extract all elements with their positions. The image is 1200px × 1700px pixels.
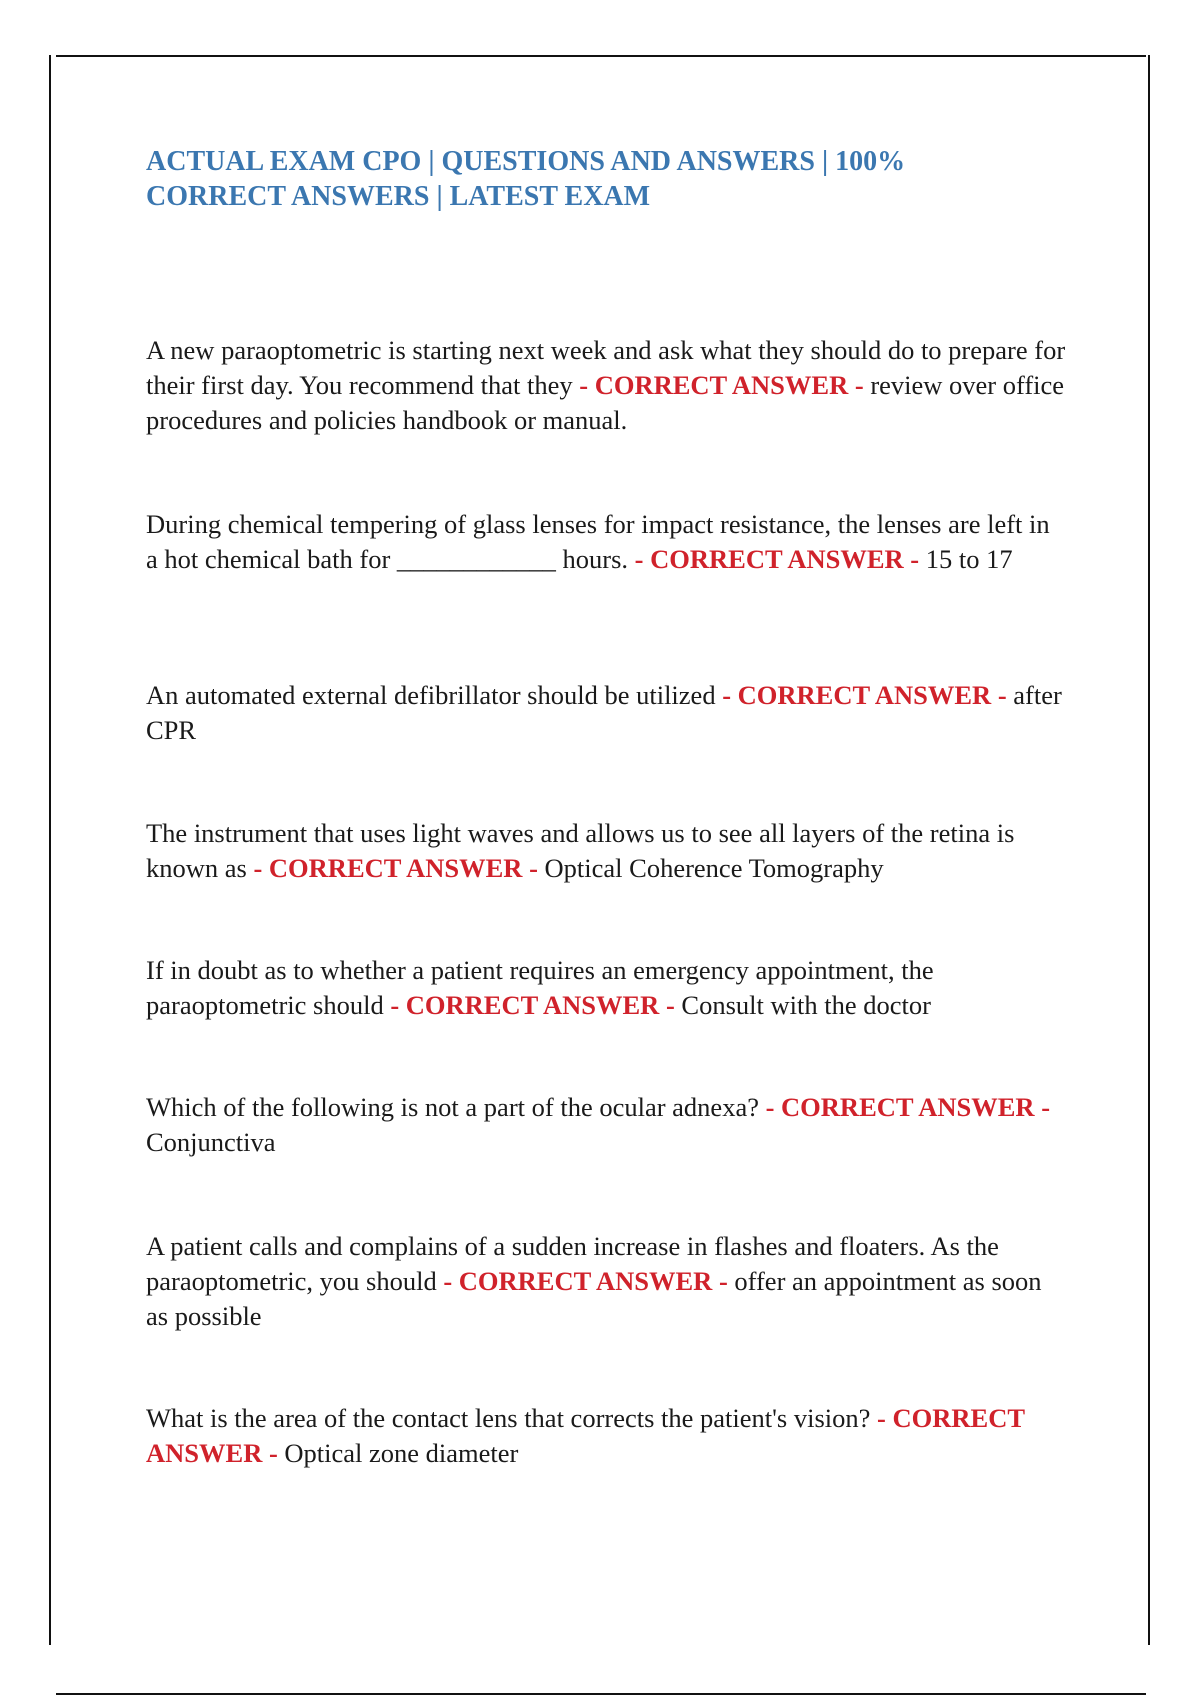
qa-item: [146, 507, 1066, 577]
qa-item: [146, 816, 1066, 886]
separator: -: [390, 990, 400, 1020]
qa-item: [146, 1090, 1066, 1160]
qa-item: [146, 1401, 1066, 1471]
qa-item: [146, 678, 1066, 748]
answer-text: offer an appointment as soon as possible: [146, 1266, 1042, 1331]
qa-item: [146, 1229, 1066, 1334]
question-text: During chemical tempering of glass lenses for impact resistance, the lenses are left in a hot chemical bath for ____________ hours.: [146, 509, 1050, 574]
separator: -: [634, 544, 644, 574]
question-text: If in doubt as to whether a patient requires an emergency appointment, the paraoptometric should: [146, 955, 934, 1020]
page-border-right: [1148, 55, 1150, 1645]
separator: -: [718, 1266, 728, 1296]
correct-answer-label: CORRECT ANSWER: [146, 1403, 1025, 1468]
separator: -: [443, 1266, 453, 1296]
separator: -: [997, 680, 1007, 710]
separator: -: [765, 1092, 775, 1122]
separator: -: [877, 1403, 886, 1433]
answer-text: Consult with the doctor: [681, 990, 931, 1020]
page-border-left: [49, 55, 51, 1645]
separator: -: [529, 853, 538, 883]
correct-answer-label: CORRECT ANSWER: [458, 1266, 713, 1296]
correct-answer-label: CORRECT ANSWER: [405, 990, 660, 1020]
page-border-bottom: [56, 1693, 1146, 1695]
question-text: The instrument that uses light waves and allows us to see all layers of the retina is known as: [146, 818, 1015, 883]
answer-text: after CPR: [146, 680, 1062, 745]
correct-answer-label: CORRECT ANSWER: [737, 680, 992, 710]
correct-answer-label: CORRECT ANSWER: [781, 1092, 1035, 1122]
page-border-top: [56, 55, 1146, 57]
correct-answer-label: CORRECT ANSWER: [268, 853, 523, 883]
question-text: A new paraoptometric is starting next week and ask what they should do to prepare for their first day. You recommend that they: [146, 335, 1066, 400]
answer-text: Optical zone diameter: [284, 1438, 519, 1468]
qa-item: [146, 333, 1066, 438]
separator: -: [665, 990, 675, 1020]
separator: -: [722, 680, 732, 710]
separator: -: [268, 1438, 278, 1468]
question-text: A patient calls and complains of a sudden increase in flashes and floaters. As the paraoptometric, you should: [146, 1231, 999, 1296]
question-text: What is the area of the contact lens that corrects the patient's vision?: [146, 1403, 871, 1433]
answer-text: 15 to 17: [925, 544, 1013, 574]
correct-answer-label: CORRECT ANSWER: [594, 370, 849, 400]
document-title: ACTUAL EXAM CPO | QUESTIONS AND ANSWERS | 100% CORRECT ANSWERS | LATEST EXAM: [146, 146, 906, 212]
separator: -: [1041, 1092, 1051, 1122]
correct-answer-label: CORRECT ANSWER: [650, 544, 904, 574]
qa-item: [146, 953, 1066, 1023]
answer-text: Conjunctiva: [146, 1127, 276, 1157]
separator: -: [253, 853, 263, 883]
separator: -: [910, 544, 920, 574]
separator: -: [579, 370, 589, 400]
separator: -: [854, 370, 864, 400]
answer-text: review over office procedures and policies handbook or manual.: [146, 370, 1065, 435]
answer-text: Optical Coherence Tomography: [544, 853, 884, 883]
question-text: Which of the following is not a part of the ocular adnexa?: [146, 1092, 759, 1122]
question-text: An automated external defibrillator should be utilized: [146, 680, 716, 710]
